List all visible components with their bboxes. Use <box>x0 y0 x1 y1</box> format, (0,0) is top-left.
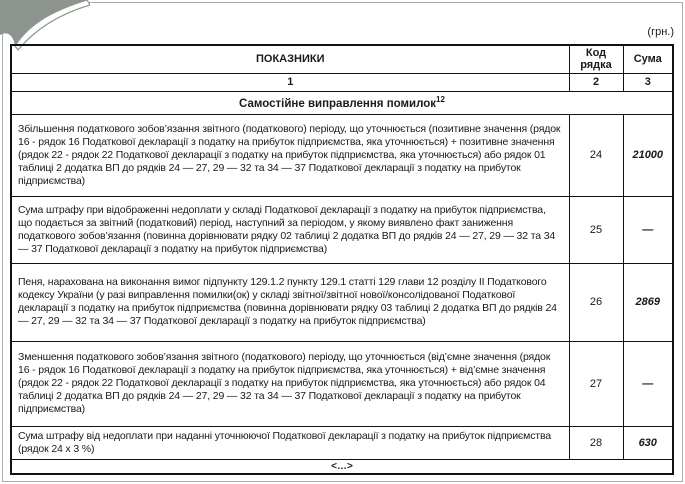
table-row <box>11 263 673 341</box>
table-row <box>11 341 673 426</box>
sum-cell: 630 <box>623 426 673 459</box>
indicator-cell: Збільшення податкового зобов’язання звітного (податкового) періоду, що уточнюється (позитивне значення (рядок 16 - рядок 16 Податкової декларації з податку на прибуток підприємства, яка уточнюється) + позитивне значення (рядок 22 - рядок 22 Податкової декларації з податку на прибуток підприємства, яка уточнюється) або рядок 01 таблиці 2 додатка ВП до рядків 24 — 27, 29 — 32 та 34 — 37 Податкової декларації з податку на прибуток підприємства) <box>11 114 569 196</box>
section-header-row <box>11 91 673 114</box>
header-indicators: ПОКАЗНИКИ <box>11 45 569 73</box>
code-cell: 26 <box>569 263 623 341</box>
section-title-text: Самостійне виправлення помилок <box>239 97 437 110</box>
sum-cell: — <box>623 196 673 263</box>
column-number-row <box>11 73 673 91</box>
indicator-cell: Сума штрафу від недоплати при наданні уточнюючої Податкової декларації з податку на прибуток підприємства (рядок 24 х 3 %) <box>11 426 569 459</box>
table-row <box>11 114 673 196</box>
header-sum: Сума <box>623 45 673 73</box>
code-cell: 28 <box>569 426 623 459</box>
table-continuation-row <box>11 459 673 474</box>
section-title <box>11 91 673 114</box>
sum-cell: — <box>623 341 673 426</box>
indicator-cell: Зменшення податкового зобов’язання звітного (податкового) періоду, що уточнюється (від’ємне значення (рядок 16 - рядок 16 Податкової декларації з податку на прибуток підприємства, яка уточнюється) + від’ємне значення (рядок 22 - рядок 22 Податкової декларації з податку на прибуток підприємства, яка уточнюється) або рядок 04 таблиці 2 додатка ВП до рядків 24 — 27, 29 — 32 та 34 — 37 Податкової декларації з податку на прибуток підприємства) <box>11 341 569 426</box>
table-row <box>11 196 673 263</box>
sum-cell: 21000 <box>623 114 673 196</box>
continuation-mark: <…> <box>11 459 673 474</box>
column-number-1: 1 <box>11 73 569 91</box>
currency-unit-label: (грн.) <box>647 26 674 38</box>
indicator-cell: Сума штрафу при відображенні недоплати у складі Податкової декларації з податку на прибуток підприємства, що подається за звітний (податковий) період, наступний за періодом, у якому виявлено факт заниження податкового зобов’язання (повинна дорівнювати рядку 02 таблиці 2 додатка ВП до рядків 24 — 27, 29 — 32 та 34 — 37 Податкової декларації з податку на прибуток підприємства) <box>11 196 569 263</box>
indicator-cell: Пеня, нарахована на виконання вимог підпункту 129.1.2 пункту 129.1 статті 129 глави 12 розділу II Податкового кодексу України (у разі виправлення помилки(ок) у складі звітної/звітної нової/консолідованої Податкової декларації з податку на прибуток підприємства (повинна дорівнювати рядку 03 таблиці 2 додатка ВП до рядків 24 — 27, 29 — 32 та 34 — 37 Податкової декларації з податку на прибуток підприємства) <box>11 263 569 341</box>
section-footnote: 12 <box>436 95 445 105</box>
code-cell: 25 <box>569 196 623 263</box>
header-row-code: Код рядка <box>569 45 623 73</box>
sum-cell: 2869 <box>623 263 673 341</box>
column-number-3: 3 <box>623 73 673 91</box>
code-cell: 24 <box>569 114 623 196</box>
column-number-2: 2 <box>569 73 623 91</box>
table-header-row <box>11 45 673 73</box>
tax-declaration-table <box>10 44 674 475</box>
table-row <box>11 426 673 459</box>
code-cell: 27 <box>569 341 623 426</box>
